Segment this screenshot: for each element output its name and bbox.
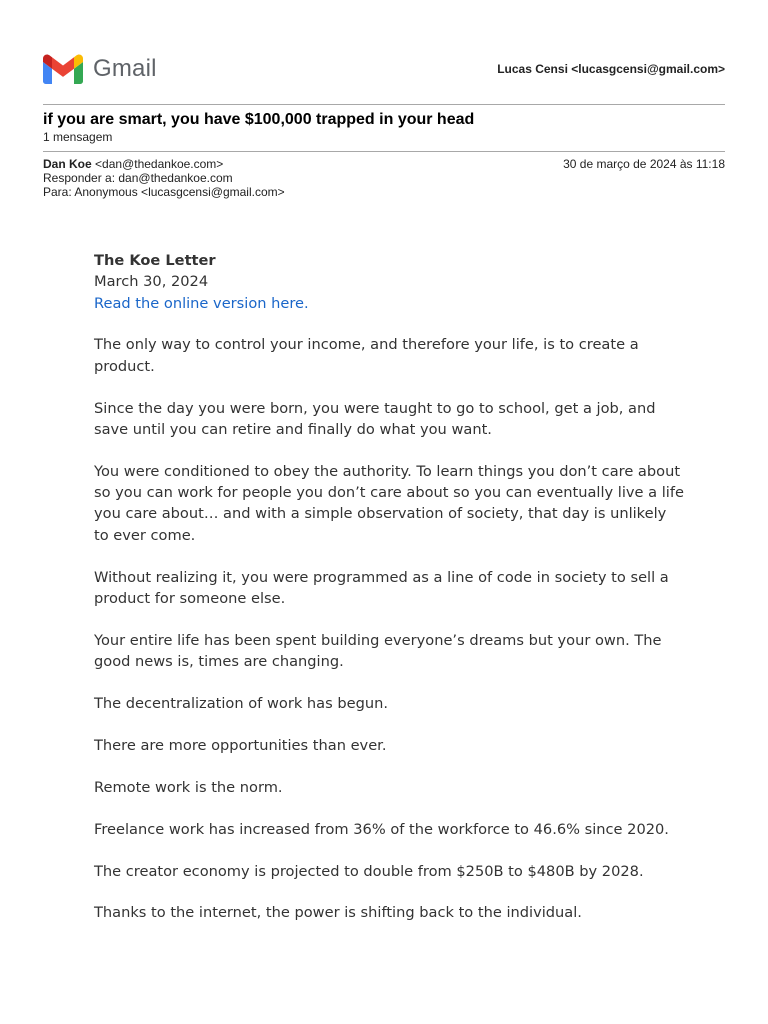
message-count: 1 mensagem — [43, 130, 113, 144]
body-paragraph: The creator economy is projected to double from $250B to $480B by 2028. — [94, 862, 644, 880]
account-identity: Lucas Censi <lucasgcensi@gmail.com> — [497, 62, 725, 76]
message-date: 30 de março de 2024 às 11:18 — [563, 157, 725, 171]
newsletter-title: The Koe Letter — [94, 252, 216, 269]
body-paragraph: Without realizing it, you were programmed as a line of code in society to sell a product for someone else. — [94, 568, 669, 607]
message-meta — [43, 157, 725, 199]
thread-subject: if you are smart, you have $100,000 trapped in your head — [43, 111, 475, 128]
body-paragraph: Thanks to the internet, the power is shifting back to the individual. — [94, 904, 582, 922]
gmail-wordmark: Gmail — [93, 55, 157, 82]
gmail-logo-icon — [43, 54, 83, 84]
header-divider — [43, 104, 725, 105]
body-paragraph: The decentralization of work has begun. — [94, 695, 388, 713]
sender-email: <dan@thedankoe.com> — [95, 157, 224, 171]
subject-divider — [43, 151, 725, 152]
recipient-line: Para: Anonymous <lucasgcensi@gmail.com> — [43, 185, 285, 199]
body-paragraph: Freelance work has increased from 36% of the workforce to 46.6% since 2020. — [94, 820, 669, 838]
body-paragraph: There are more opportunities than ever. — [94, 736, 387, 754]
body-paragraph: Since the day you were born, you were taught to go to school, get a job, and save until you can retire and finally do what you want. — [94, 399, 656, 438]
online-version-link[interactable]: Read the online version here. — [94, 294, 309, 312]
body-paragraph: The only way to control your income, and therefore your life, is to create a product. — [94, 336, 639, 375]
gmail-header — [43, 54, 725, 86]
body-paragraph: Remote work is the norm. — [94, 778, 283, 796]
body-paragraph: Your entire life has been spent building everyone’s dreams but your own. The good news is, times are changing. — [94, 631, 662, 671]
reply-to-line: Responder a: dan@thedankoe.com — [43, 171, 233, 185]
body-paragraph: You were conditioned to obey the authority. To learn things you don’t care about so you can work for people you don’t care about so you can eventually live a life you care about… and with a simple observation of society, that day is unlikely to ever come. — [94, 462, 684, 544]
sender-name: Dan Koe — [43, 157, 92, 171]
message-body — [94, 250, 684, 924]
newsletter-date: March 30, 2024 — [94, 273, 209, 291]
